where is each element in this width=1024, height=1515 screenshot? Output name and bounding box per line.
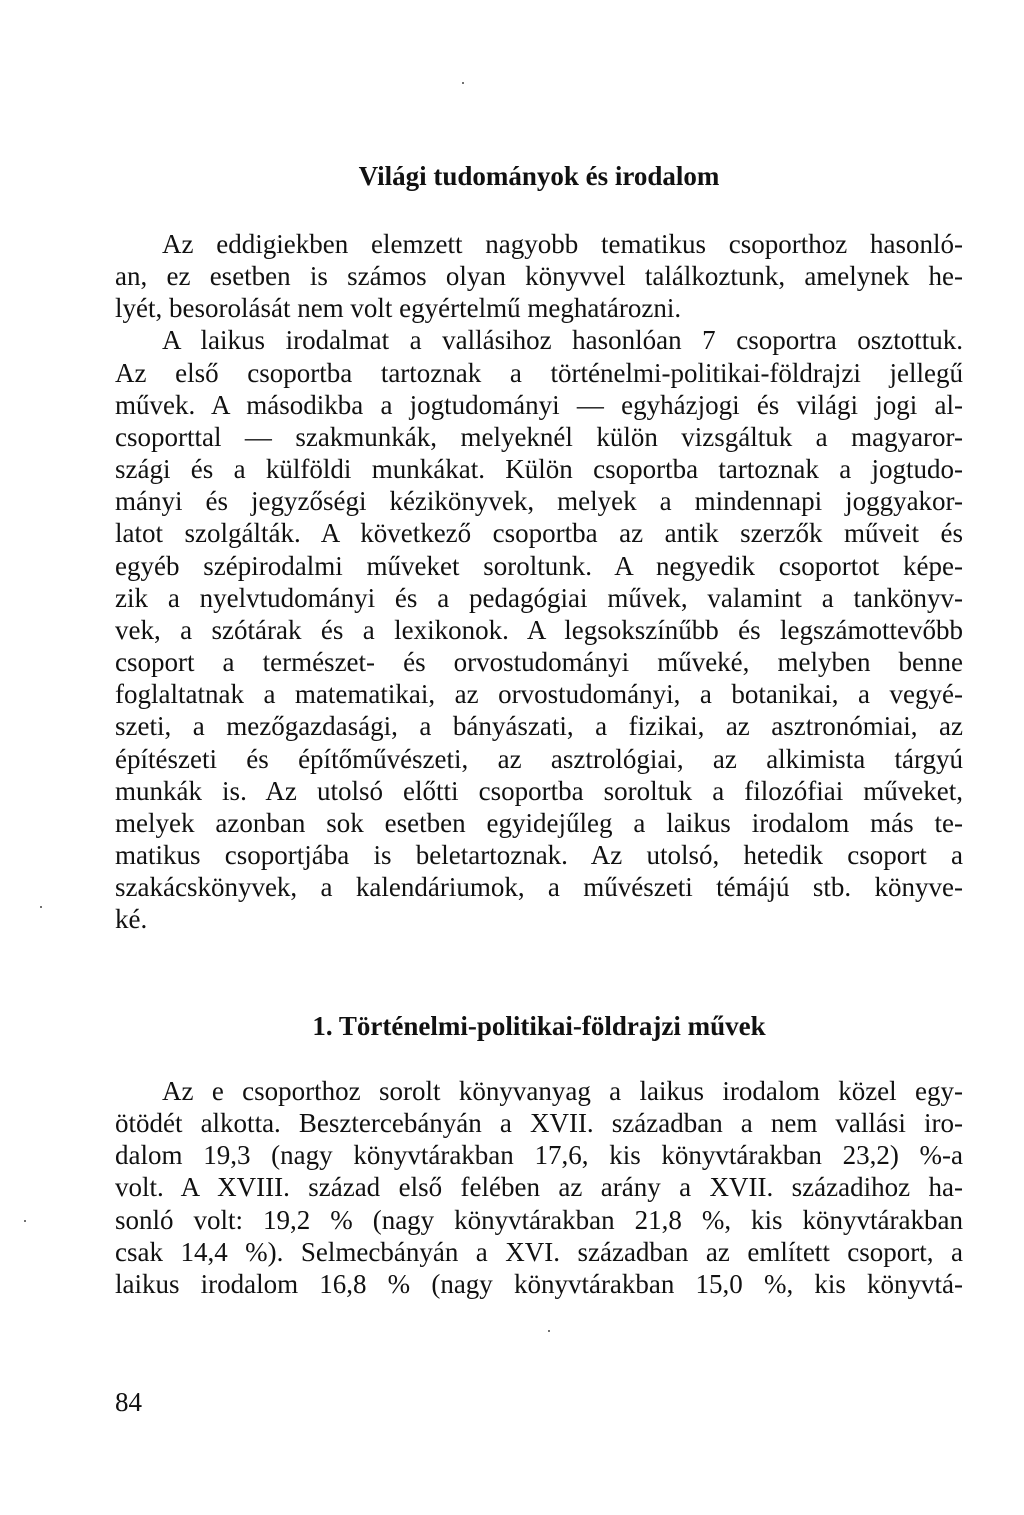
text-line: csoport a természet- és orvostudományi műveké, melyben benne [115, 647, 963, 678]
text-line: lyét, besorolását nem volt egyértelmű meghatározni. [115, 293, 682, 324]
text-line: Az első csoportba tartoznak a történelmi-politikai-földrajzi jellegű [115, 357, 963, 388]
text-line: művek. A másodikba a jogtudományi — egyházjogi és világi jogi al- [115, 389, 963, 420]
text-line: szági és a külföldi munkákat. Külön csoportba tartoznak a jogtudo- [115, 454, 963, 485]
text-line: vek, a szótárak és a lexikonok. A legsokszínűbb és legszámottevőbb [115, 614, 963, 645]
text-line: munkák is. Az utolsó előtti csoportba soroltuk a filozófiai műveket, [115, 775, 963, 806]
text-line: Az eddigiekben elemzett nagyobb tematikus csoporthoz hasonló- [162, 229, 963, 259]
text-line: sonló volt: 19,2 % (nagy könyvtárakban 21,8 %, kis könyvtárakban [115, 1204, 963, 1235]
text-line: volt. A XVIII. század első felében az arány a XVII. századihoz ha- [115, 1172, 963, 1203]
text-line: dalom 19,3 (nagy könyvtárakban 17,6, kis könyvtárakban 23,2) %-a [115, 1140, 963, 1171]
text-line: A laikus irodalmat a vallásihoz hasonlóan 7 csoportra osztottuk. [162, 325, 963, 356]
scan-speck [548, 1330, 550, 1332]
page-number: 84 [115, 1387, 142, 1417]
text-line: csoporttal — szakmunkák, melyeknél külön vizsgáltuk a magyaror- [115, 421, 963, 452]
text-line: építészeti és építőművészeti, az asztrológiai, az alkimista tárgyú [115, 743, 963, 774]
text-line: ötödét alkotta. Besztercebányán a XVII. században a nem vallási iro- [115, 1108, 963, 1139]
text-line: zik a nyelvtudományi és a pedagógiai művek, valamint a tankönyv- [115, 582, 963, 613]
section-title-history-politics-geography: 1. Történelmi-politikai-földrajzi művek [312, 1011, 766, 1041]
text-line: laikus irodalom 16,8 % (nagy könyvtárakban 15,0 %, kis könyvtá- [115, 1268, 963, 1299]
text-line: matikus csoportjába is beletartoznak. Az utolsó, hetedik csoport a [115, 839, 963, 870]
text-line: szakácskönyvek, a kalendáriumok, a művészeti témájú stb. könyve- [115, 872, 963, 903]
text-line: an, ez esetben is számos olyan könyvvel találkoztunk, amelynek he- [115, 261, 963, 292]
paragraph-history-politics-geography [115, 1075, 963, 1300]
text-line: mányi és jegyzőségi kézikönyvek, melyek a mindennapi joggyakor- [115, 486, 963, 517]
text-line: ké. [115, 904, 148, 935]
scan-speck [462, 82, 464, 84]
scan-speck [24, 1220, 26, 1222]
text-line: csak 14,4 %). Selmecbányán a XVI. században az említett csoport, a [115, 1236, 963, 1267]
document-page [115, 0, 963, 1515]
section-title-secular-sciences: Világi tudományok és irodalom [358, 161, 720, 191]
text-line: foglaltatnak a matematikai, az orvostudományi, a botanikai, a vegyé- [115, 679, 963, 710]
text-line: Az e csoporthoz sorolt könyvanyag a laikus irodalom közel egy- [162, 1076, 963, 1106]
paragraph-secular-sciences [115, 228, 963, 935]
text-line: egyéb szépirodalmi műveket soroltunk. A negyedik csoportot képe- [115, 550, 963, 581]
text-line: melyek azonban sok esetben egyidejűleg a laikus irodalom más te- [115, 807, 963, 838]
text-line: latot szolgálták. A következő csoportba az antik szerzők műveit és [115, 518, 963, 549]
text-line: szeti, a mezőgazdasági, a bányászati, a fizikai, az asztronómiai, az [115, 711, 963, 742]
scan-speck [40, 906, 42, 908]
